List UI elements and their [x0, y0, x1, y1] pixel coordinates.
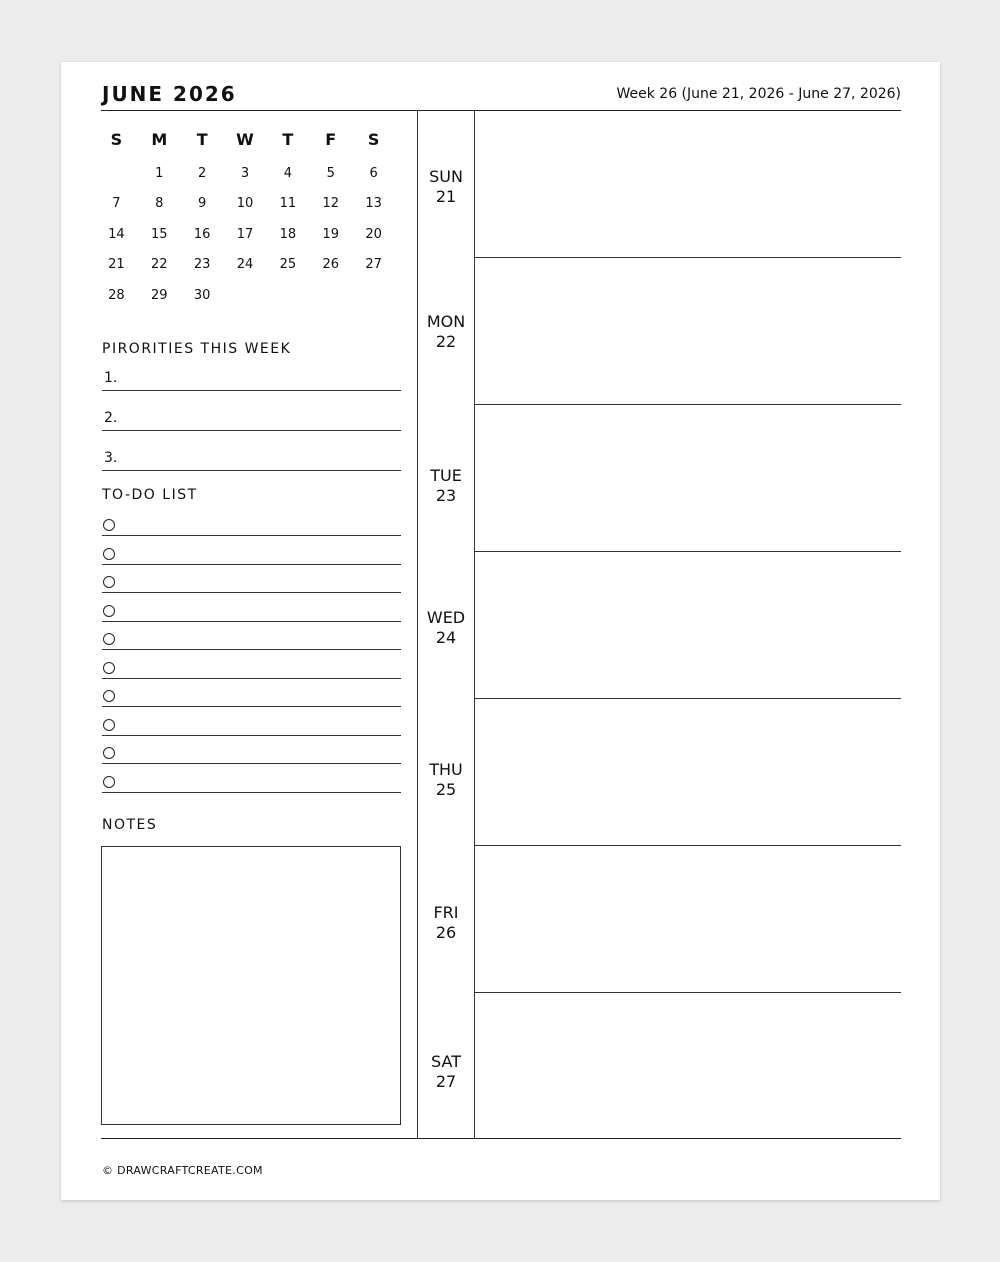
day-date: 26	[435, 923, 457, 942]
todo-item[interactable]	[102, 656, 401, 679]
footer-credit: © DRAWCRAFTCREATE.COM	[102, 1164, 263, 1177]
checkbox-circle-icon[interactable]	[103, 719, 115, 731]
day-name: THU	[429, 760, 463, 779]
calendar-day: 18	[279, 226, 297, 242]
calendar-day: 17	[236, 226, 254, 242]
calendar-week-row	[95, 219, 395, 250]
calendar-day: 26	[322, 257, 339, 273]
todo-item[interactable]	[102, 713, 401, 736]
day-monday	[418, 257, 474, 404]
todo-heading: TO-DO LIST	[102, 487, 198, 503]
calendar-week-row	[95, 189, 395, 220]
day-sunday	[418, 110, 474, 257]
calendar-day: 30	[193, 287, 211, 303]
calendar-day: 14	[108, 226, 125, 242]
notes-box[interactable]	[101, 846, 401, 1125]
calendar-day: 27	[365, 257, 382, 273]
day-divider	[474, 257, 901, 258]
day-date: 27	[435, 1072, 457, 1091]
calendar-day: 7	[112, 196, 121, 212]
checkbox-circle-icon[interactable]	[103, 519, 115, 531]
calendar-day: 12	[322, 196, 339, 212]
calendar-day: 15	[151, 226, 168, 242]
day-tuesday	[418, 404, 474, 551]
checkbox-circle-icon[interactable]	[103, 633, 115, 645]
day-name: WED	[426, 608, 466, 627]
checkbox-circle-icon[interactable]	[103, 548, 115, 560]
calendar-day: 10	[236, 196, 254, 212]
weekday-label: S	[367, 129, 380, 149]
todo-item[interactable]	[102, 513, 401, 536]
day-name: MON	[426, 312, 466, 331]
calendar-day: 13	[365, 196, 382, 212]
day-friday	[418, 845, 474, 992]
week-range: Week 26 (June 21, 2026 - June 27, 2026)	[616, 86, 901, 102]
calendar-week-row	[95, 280, 395, 311]
day-name: FRI	[433, 903, 459, 922]
calendar-weekday-header	[95, 120, 395, 158]
day-name: SUN	[429, 167, 463, 186]
checkbox-circle-icon[interactable]	[103, 747, 115, 759]
day-divider	[474, 551, 901, 552]
day-content-column-divider	[474, 110, 475, 1138]
calendar-day: 3	[240, 165, 250, 181]
calendar-day: 4	[283, 165, 292, 181]
day-saturday	[418, 992, 474, 1139]
priority-line[interactable]	[102, 368, 401, 391]
calendar-week-row	[95, 250, 395, 281]
checkbox-circle-icon[interactable]	[103, 690, 115, 702]
day-date: 24	[435, 628, 457, 647]
priority-number: 1.	[104, 370, 118, 386]
day-name: SAT	[431, 1052, 461, 1071]
todo-item[interactable]	[102, 627, 401, 650]
todo-item[interactable]	[102, 570, 401, 593]
checkbox-circle-icon[interactable]	[103, 776, 115, 788]
day-name: TUE	[430, 466, 462, 485]
checkbox-circle-icon[interactable]	[103, 605, 115, 617]
calendar-day: 24	[236, 257, 254, 273]
calendar-day: 23	[193, 257, 211, 273]
calendar-day: 9	[198, 196, 207, 212]
day-divider	[474, 404, 901, 405]
priority-line[interactable]	[102, 448, 401, 471]
mini-calendar	[95, 120, 395, 311]
month-title: JUNE 2026	[102, 82, 237, 106]
calendar-day: 11	[279, 196, 297, 212]
priority-number: 3.	[104, 450, 118, 466]
calendar-day: 19	[322, 226, 339, 242]
calendar-day: 2	[198, 165, 207, 181]
day-date: 25	[435, 780, 457, 799]
calendar-day: 25	[279, 257, 297, 273]
calendar-day: 20	[365, 226, 382, 242]
calendar-week-row	[95, 158, 395, 189]
todo-item[interactable]	[102, 770, 401, 793]
weekday-label: M	[151, 129, 168, 149]
calendar-day: 21	[108, 257, 125, 273]
calendar-day: 6	[369, 165, 378, 181]
day-divider	[474, 698, 901, 699]
header-divider	[101, 110, 901, 111]
day-date: 23	[435, 486, 457, 505]
weekday-label: T	[196, 129, 208, 149]
day-thursday	[418, 698, 474, 845]
priority-number: 2.	[104, 410, 118, 426]
weekday-label: S	[110, 129, 123, 149]
footer-divider	[101, 1138, 901, 1139]
todo-item[interactable]	[102, 741, 401, 764]
day-divider	[474, 992, 901, 993]
priority-line[interactable]	[102, 408, 401, 431]
day-wednesday	[418, 551, 474, 698]
checkbox-circle-icon[interactable]	[103, 576, 115, 588]
weekday-label: W	[236, 129, 254, 149]
priorities-heading: PIRORITIES THIS WEEK	[102, 341, 292, 357]
calendar-day: 28	[108, 287, 125, 303]
todo-item[interactable]	[102, 542, 401, 565]
todo-item[interactable]	[102, 599, 401, 622]
calendar-day: 16	[193, 226, 211, 242]
calendar-day: 22	[151, 257, 168, 273]
calendar-day: 29	[151, 287, 168, 303]
day-date: 22	[435, 332, 457, 351]
calendar-day: 5	[326, 165, 335, 181]
calendar-day: 1	[155, 165, 164, 181]
calendar-day: 8	[155, 196, 164, 212]
checkbox-circle-icon[interactable]	[103, 662, 115, 674]
weekday-label: T	[282, 129, 294, 149]
planner-page	[61, 62, 940, 1200]
notes-heading: NOTES	[102, 817, 158, 833]
todo-item[interactable]	[102, 684, 401, 707]
day-divider	[474, 845, 901, 846]
day-date: 21	[435, 187, 457, 206]
weekday-label: F	[325, 129, 337, 149]
